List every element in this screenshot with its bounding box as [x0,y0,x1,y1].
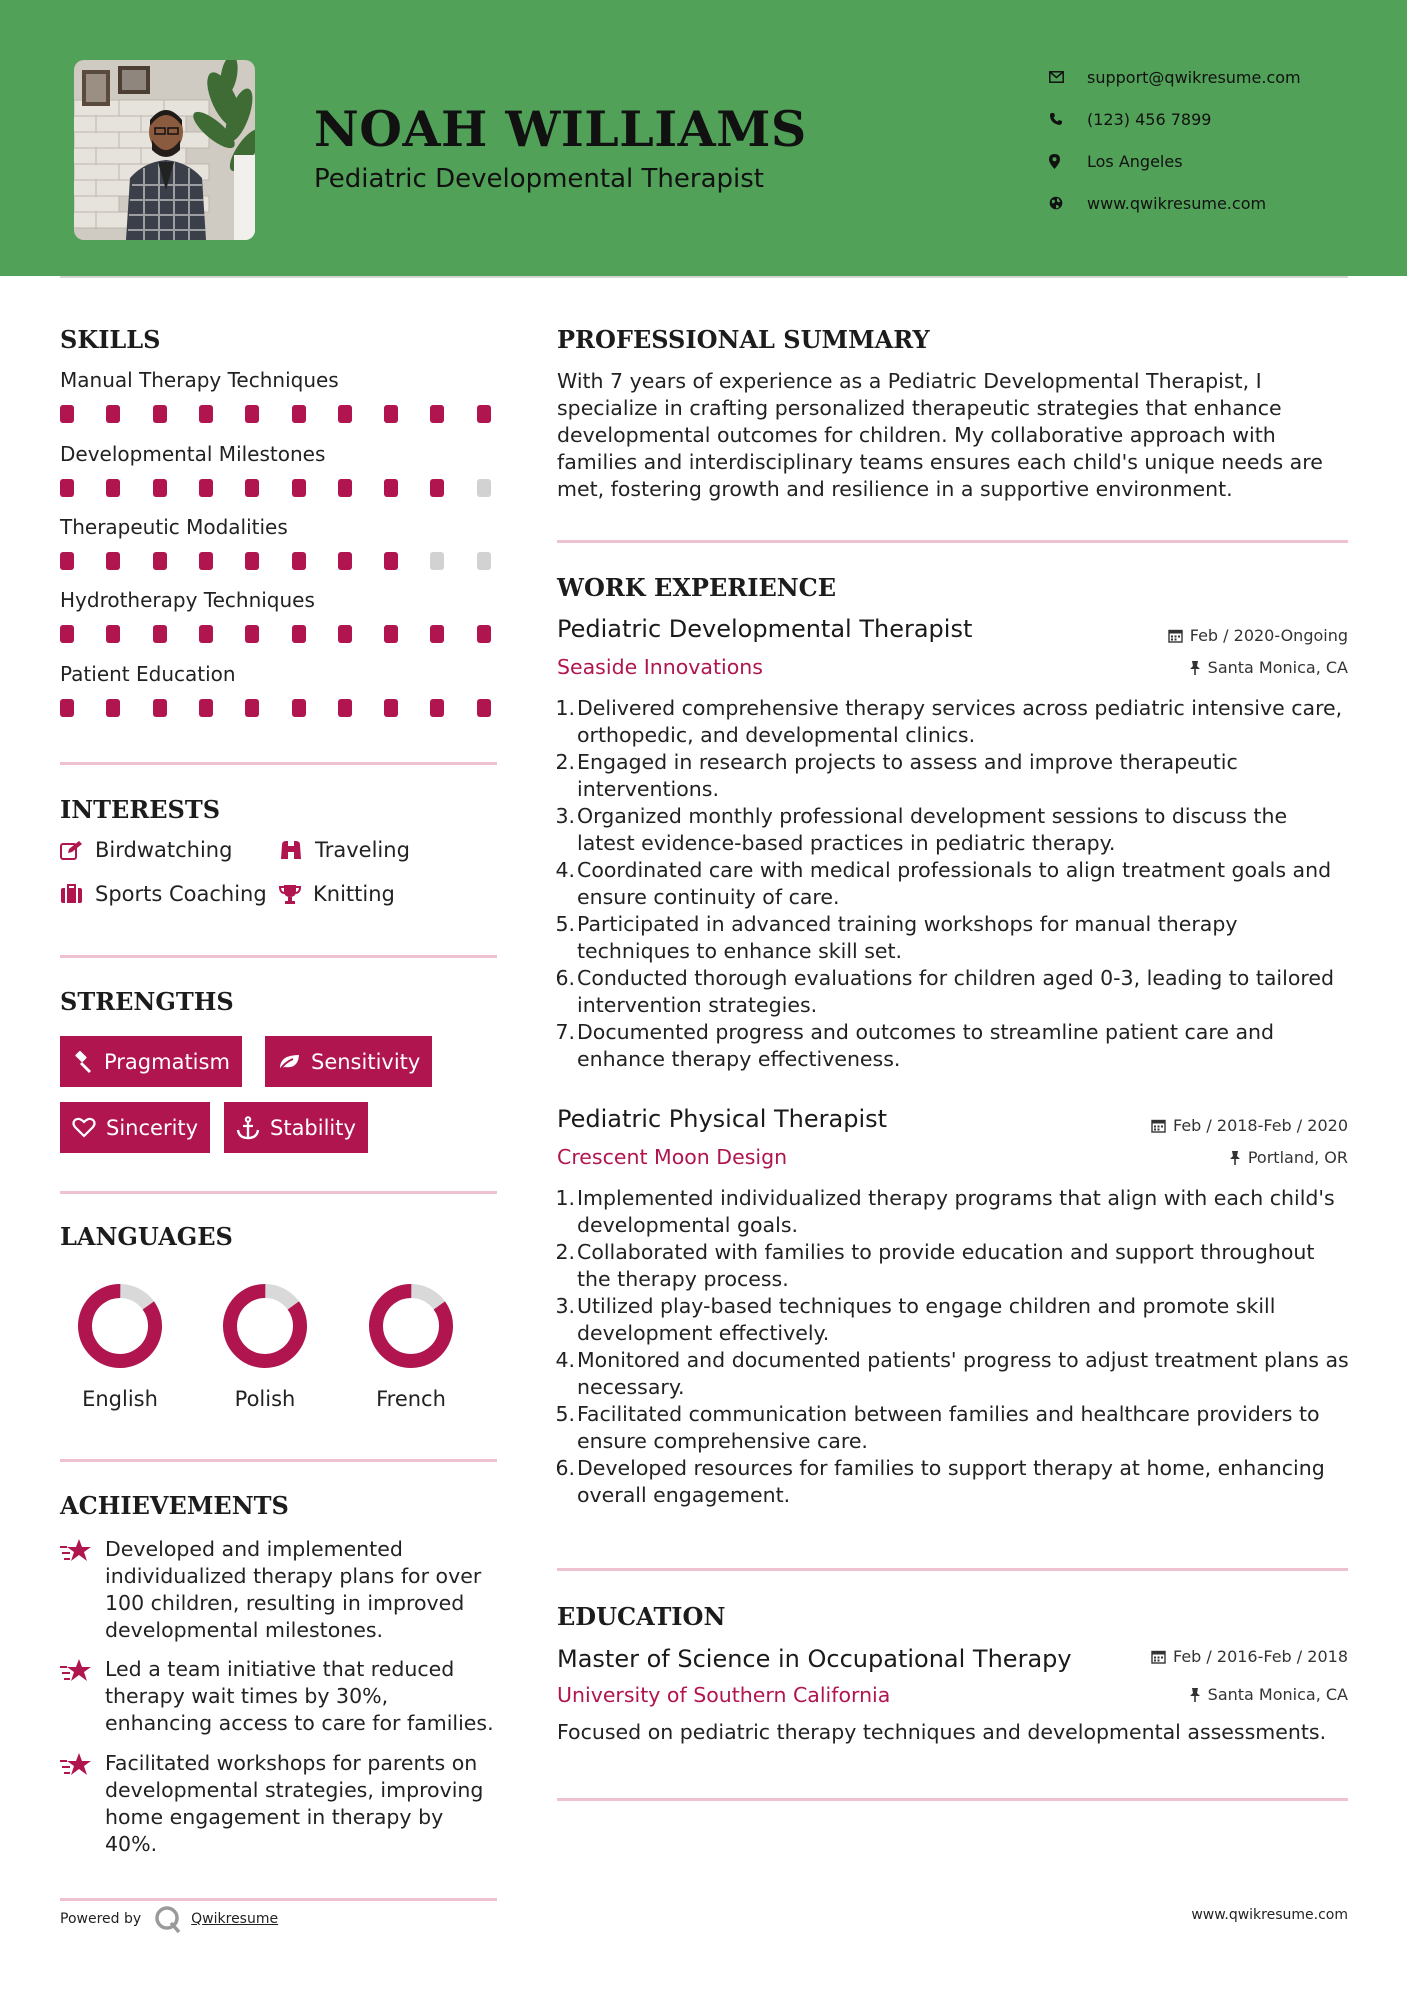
binoculars-icon [279,839,303,861]
skill-dot-filled [245,625,259,643]
language-chart [47,1281,193,1375]
skill-dot-filled [430,479,444,497]
job-bullet [550,857,1350,911]
job-dates [1168,626,1348,645]
degree-title: Master of Science in Occupational Therapy [557,1645,1072,1673]
section-divider [60,1898,497,1901]
skill-dot-filled [245,479,259,497]
profile-photo [74,60,255,240]
education-description: Focused on pediatric therapy techniques and developmental assessments. [557,1720,1327,1744]
map-marker-icon [1049,154,1087,169]
interest-item [279,882,395,906]
job-bullet [550,749,1350,803]
skill-dot-filled [477,699,491,717]
skill-dot-filled [106,405,120,423]
contact-phone[interactable] [1049,98,1389,140]
bullet-text: Organized monthly professional development sessions to discuss the latest evidence-based practices in pediatric therapy. [577,804,1288,855]
trophy-icon [279,884,301,905]
company-name: Crescent Moon Design [557,1145,788,1169]
skill-name: Therapeutic Modalities [60,515,288,539]
job-bullet [550,1401,1350,1455]
skill-dot-filled [106,625,120,643]
interest-item [60,882,267,906]
skill-dot-filled [106,699,120,717]
job-title: Pediatric Developmental Therapist [557,615,973,643]
strength-label: Pragmatism [104,1049,230,1074]
bullet-number: 5. [555,912,575,936]
skill-rating [60,479,500,497]
job-dates [1151,1116,1348,1135]
skill-dot-filled [153,405,167,423]
section-divider [557,1798,1348,1801]
language-name: French [376,1387,446,1411]
strength-label: Sensitivity [311,1049,421,1074]
skill-dot-filled [338,479,352,497]
skill-name: Developmental Milestones [60,442,326,466]
contact-email-text: support@qwikresume.com [1087,67,1301,87]
job-bullet [550,965,1350,1019]
skill-dot-filled [430,625,444,643]
skill-dot-filled [199,552,213,570]
bullet-text: Facilitated communication between families and healthcare providers to ensure comprehensive care. [577,1402,1320,1453]
bullet-text: Engaged in research projects to assess and improve therapeutic interventions. [577,750,1238,801]
skill-dot-filled [430,405,444,423]
skill-dot-filled [153,552,167,570]
skill-dot-filled [384,625,398,643]
phone-icon [1049,112,1087,126]
contact-website-text: www.qwikresume.com [1087,193,1267,213]
contact-location [1049,140,1389,182]
skill-dot-filled [292,552,306,570]
job-bullet [550,1019,1350,1073]
qwikresume-link[interactable]: Qwikresume [191,1911,279,1927]
section-divider [557,540,1348,543]
achievement-text: Led a team initiative that reduced therapy wait times by 30%, enhancing access to care for families. [105,1657,494,1735]
skill-dot-filled [338,405,352,423]
calendar-icon [1168,628,1183,643]
skill-dot-filled [106,479,120,497]
interest-item [60,838,232,862]
interest-label: Sports Coaching [95,882,267,906]
bullet-number: 1. [555,1186,575,1210]
skill-dot-filled [60,699,74,717]
anchor-icon [236,1116,260,1140]
strength-tag [265,1036,432,1087]
bullet-number: 7. [555,1020,575,1044]
summary-text: With 7 years of experience as a Pediatric Developmental Therapist, I specialize in crafting personalized therapeutic strategies that enhance developmental outcomes for children. My collaborative approach with families and interdisciplinary teams ensures each child's unique needs are met, fostering growth and resilience in a supportive environment. [557,369,1323,501]
skill-dot-filled [153,699,167,717]
strength-tag [60,1102,210,1153]
star-badge-icon [60,1658,92,1684]
strength-label: Sincerity [106,1115,199,1140]
achievement-item [60,1656,500,1737]
strength-tag [60,1036,242,1087]
bullet-text: Monitored and documented patients' progress to adjust treatment plans as necessary. [577,1348,1349,1399]
heart-icon [72,1117,96,1138]
bullet-number: 4. [555,1348,575,1372]
skill-dot-empty [477,552,491,570]
job-title: Pediatric Physical Therapist [557,1105,888,1133]
bullet-number: 6. [555,966,575,990]
strength-label: Stability [270,1115,356,1140]
section-divider [60,1191,497,1194]
section-divider [557,1568,1348,1571]
skill-dot-filled [477,625,491,643]
language-chart [338,1281,484,1375]
skill-dot-filled [153,479,167,497]
bullet-number: 6. [555,1456,575,1480]
powered-by-label: Powered by [60,1911,142,1927]
languages-heading: LANGUAGES [60,1222,233,1251]
job-location-text: Portland, OR [1247,1148,1348,1167]
envelope-icon [1049,71,1087,83]
edit-icon [60,840,83,860]
experience-heading: WORK EXPERIENCE [557,573,837,602]
briefcase-icon [60,884,83,904]
education-dates [1151,1647,1348,1666]
language-donut-fill [216,1281,314,1371]
education-dates-text: Feb / 2016-Feb / 2018 [1173,1647,1348,1666]
pushpin-icon [1229,1150,1241,1165]
job-bullet [550,1293,1350,1347]
star-badge-icon [60,1538,92,1564]
bullet-number: 5. [555,1402,575,1426]
school-name: University of Southern California [557,1683,891,1707]
job-bullet [550,1455,1350,1509]
bullet-text: Developed resources for families to support therapy at home, enhancing overall engagement. [577,1456,1325,1507]
pushpin-icon [1189,660,1201,675]
language-name: Polish [234,1387,296,1411]
footer-powered-by [60,1905,278,1933]
section-divider [60,762,497,765]
skill-name: Hydrotherapy Techniques [60,588,315,612]
star-badge-icon [60,1752,92,1778]
company-name: Seaside Innovations [557,655,763,679]
job-location [1189,658,1348,677]
header-divider [60,276,1348,278]
job-bullet [550,1185,1350,1239]
bullet-text: Delivered comprehensive therapy services across pediatric intensive care, orthopedic, and developmental clinics. [577,696,1343,747]
language-name: English [82,1387,158,1411]
contact-website[interactable] [1049,182,1389,224]
skill-dot-filled [292,405,306,423]
qwikresume-logo-icon [153,1905,183,1933]
job-bullet [550,803,1350,857]
bullet-text: Documented progress and outcomes to streamline patient care and enhance therapy effectiveness. [577,1020,1275,1071]
education-location-text: Santa Monica, CA [1207,1685,1348,1704]
globe-icon [1049,196,1087,210]
skill-dot-filled [384,479,398,497]
education-location [1189,1685,1348,1704]
calendar-icon [1151,1118,1166,1133]
skill-dot-filled [245,552,259,570]
skill-dot-filled [338,552,352,570]
interest-label: Traveling [315,838,410,862]
skill-name: Patient Education [60,662,236,686]
skill-dot-empty [477,479,491,497]
strength-tag [224,1102,368,1153]
skill-dot-filled [199,405,213,423]
bullet-number: 2. [555,1240,575,1264]
bullet-number: 4. [555,858,575,882]
skill-dot-filled [430,699,444,717]
job-bullets [550,1185,1350,1509]
achievement-text: Facilitated workshops for parents on developmental strategies, improving home engagement in therapy by 40%. [105,1751,484,1856]
candidate-name: NOAH WILLIAMS [314,100,807,158]
skill-dot-filled [338,699,352,717]
skill-dot-filled [292,479,306,497]
education-heading: EDUCATION [557,1602,726,1631]
achievement-item [60,1536,500,1644]
language-donut-fill [71,1281,169,1371]
skill-dot-filled [199,479,213,497]
skill-dot-filled [245,699,259,717]
interest-item [279,838,410,862]
interest-label: Birdwatching [95,838,233,862]
header-banner [0,0,1407,276]
skill-dot-filled [60,405,74,423]
skill-name: Manual Therapy Techniques [60,368,339,392]
skill-dot-filled [245,405,259,423]
contact-list [1049,56,1389,224]
pushpin-icon [1189,1687,1201,1702]
candidate-title: Pediatric Developmental Therapist [314,164,764,194]
job-location [1229,1148,1348,1167]
bullet-number: 2. [555,750,575,774]
skill-rating [60,405,500,423]
job-dates-text: Feb / 2020-Ongoing [1189,626,1348,645]
skill-dot-filled [338,625,352,643]
section-divider [60,955,497,958]
skill-dot-filled [60,479,74,497]
section-divider [60,1459,497,1462]
achievements-heading: ACHIEVEMENTS [60,1491,289,1520]
bullet-text: Conducted thorough evaluations for children aged 0-3, leading to tailored intervention strategies. [577,966,1334,1017]
language-donut-fill [362,1281,460,1371]
skill-dot-filled [384,405,398,423]
skill-dot-filled [60,552,74,570]
job-bullet [550,1239,1350,1293]
bullet-number: 3. [555,1294,575,1318]
bullet-number: 3. [555,804,575,828]
skill-dot-filled [60,625,74,643]
skill-dot-filled [153,625,167,643]
skill-dot-filled [199,625,213,643]
skill-rating [60,552,500,570]
skill-rating [60,625,500,643]
contact-location-text: Los Angeles [1087,151,1183,171]
skill-dot-filled [384,552,398,570]
interest-label: Knitting [313,882,395,906]
skill-dot-filled [292,625,306,643]
language-chart [192,1281,338,1375]
calendar-icon [1151,1649,1166,1664]
contact-email[interactable] [1049,56,1389,98]
skill-dot-filled [292,699,306,717]
skill-rating [60,699,500,717]
bullet-number: 1. [555,696,575,720]
skills-heading: SKILLS [60,325,161,354]
job-bullets [550,695,1350,1073]
summary-heading: PROFESSIONAL SUMMARY [557,325,930,354]
achievement-text: Developed and implemented individualized therapy plans for over 100 children, resulting in improved developmental milestones. [105,1537,482,1642]
gavel-icon [72,1051,94,1073]
bullet-text: Participated in advanced training workshops for manual therapy techniques to enhance skill set. [577,912,1238,963]
contact-phone-text: (123) 456 7899 [1087,109,1212,129]
bullet-text: Implemented individualized therapy programs that align with each child's developmental goals. [577,1186,1335,1237]
skill-dot-empty [430,552,444,570]
strengths-heading: STRENGTHS [60,987,234,1016]
job-bullet [550,911,1350,965]
footer-url[interactable]: www.qwikresume.com [1191,1907,1348,1923]
job-bullet [550,1347,1350,1401]
bullet-text: Utilized play-based techniques to engage children and promote skill development effectively. [577,1294,1276,1345]
leaf-icon [277,1052,301,1072]
skill-dot-filled [477,405,491,423]
skill-dot-filled [384,699,398,717]
job-dates-text: Feb / 2018-Feb / 2020 [1173,1116,1348,1135]
achievement-item [60,1750,500,1858]
bullet-text: Coordinated care with medical professionals to align treatment goals and ensure continuity of care. [577,858,1332,909]
job-location-text: Santa Monica, CA [1207,658,1348,677]
bullet-text: Collaborated with families to provide education and support throughout the therapy process. [577,1240,1315,1291]
job-bullet [550,695,1350,749]
skill-dot-filled [199,699,213,717]
skill-dot-filled [106,552,120,570]
interests-heading: INTERESTS [60,795,221,824]
